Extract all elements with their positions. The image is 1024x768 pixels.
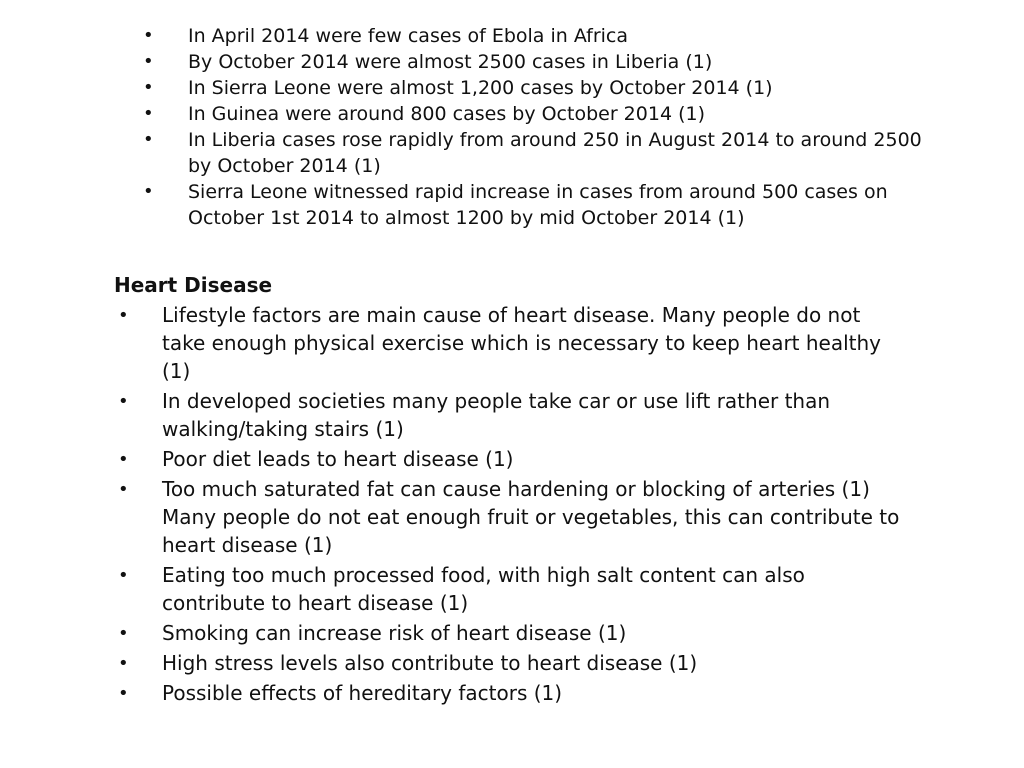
list-item-text: High stress levels also contribute to heart disease (1) (162, 651, 698, 675)
list-item (118, 301, 908, 385)
list-item-text: Smoking can increase risk of heart disease (1) (162, 621, 627, 645)
list-item (143, 49, 943, 75)
list-item (118, 387, 908, 443)
heart-disease-bullet-list (118, 301, 908, 709)
list-item (118, 445, 908, 473)
bullet-icon: • (118, 479, 129, 500)
bullet-icon: • (143, 51, 154, 72)
list-item-text: Possible effects of hereditary factors (1) (162, 681, 563, 705)
list-item-text: In Guinea were around 800 cases by October 2014 (1) (188, 103, 705, 125)
list-item-text: Eating too much processed food, with high salt content can also contribute to heart disease (1) (162, 563, 805, 615)
list-item (118, 679, 908, 707)
bullet-icon: • (118, 683, 129, 704)
ebola-bullet-list (143, 23, 943, 231)
section-heading: Heart Disease (114, 273, 273, 297)
list-item-text: By October 2014 were almost 2500 cases in Liberia (1) (188, 51, 713, 73)
bullet-icon: • (118, 391, 129, 412)
bullet-icon: • (118, 565, 129, 586)
list-item (143, 127, 943, 179)
bullet-icon: • (143, 25, 154, 46)
list-item-text: Too much saturated fat can cause hardening or blocking of arteries (1) Many people do not eat enough fruit or vegetables, this can contribute to heart disease (1) (162, 477, 900, 557)
list-item (143, 23, 943, 49)
list-item-text: In developed societies many people take car or use lift rather than walking/taking stairs (1) (162, 389, 831, 441)
list-item-text: Sierra Leone witnessed rapid increase in cases from around 500 cases on October 1st 2014 to almost 1200 by mid October 2014 (1) (188, 181, 888, 229)
list-item (143, 75, 943, 101)
list-item-text: In Sierra Leone were almost 1,200 cases by October 2014 (1) (188, 77, 773, 99)
bullet-icon: • (118, 653, 129, 674)
list-item-text: Lifestyle factors are main cause of heart disease. Many people do not take enough physical exercise which is necessary to keep heart healthy (1) (162, 303, 882, 383)
list-item (143, 101, 943, 127)
bullet-icon: • (118, 305, 129, 326)
list-item-text: In April 2014 were few cases of Ebola in Africa (188, 25, 629, 47)
list-item-text: Poor diet leads to heart disease (1) (162, 447, 514, 471)
bullet-icon: • (143, 181, 154, 202)
list-item (118, 561, 908, 617)
list-item (118, 475, 908, 559)
bullet-icon: • (143, 77, 154, 98)
list-item (118, 619, 908, 647)
list-item-text: In Liberia cases rose rapidly from around 250 in August 2014 to around 2500 by October 2014 (1) (188, 129, 922, 177)
bullet-icon: • (143, 103, 154, 124)
list-item (143, 179, 943, 231)
bullet-icon: • (118, 623, 129, 644)
bullet-icon: • (143, 129, 154, 150)
list-item (118, 649, 908, 677)
bullet-icon: • (118, 449, 129, 470)
